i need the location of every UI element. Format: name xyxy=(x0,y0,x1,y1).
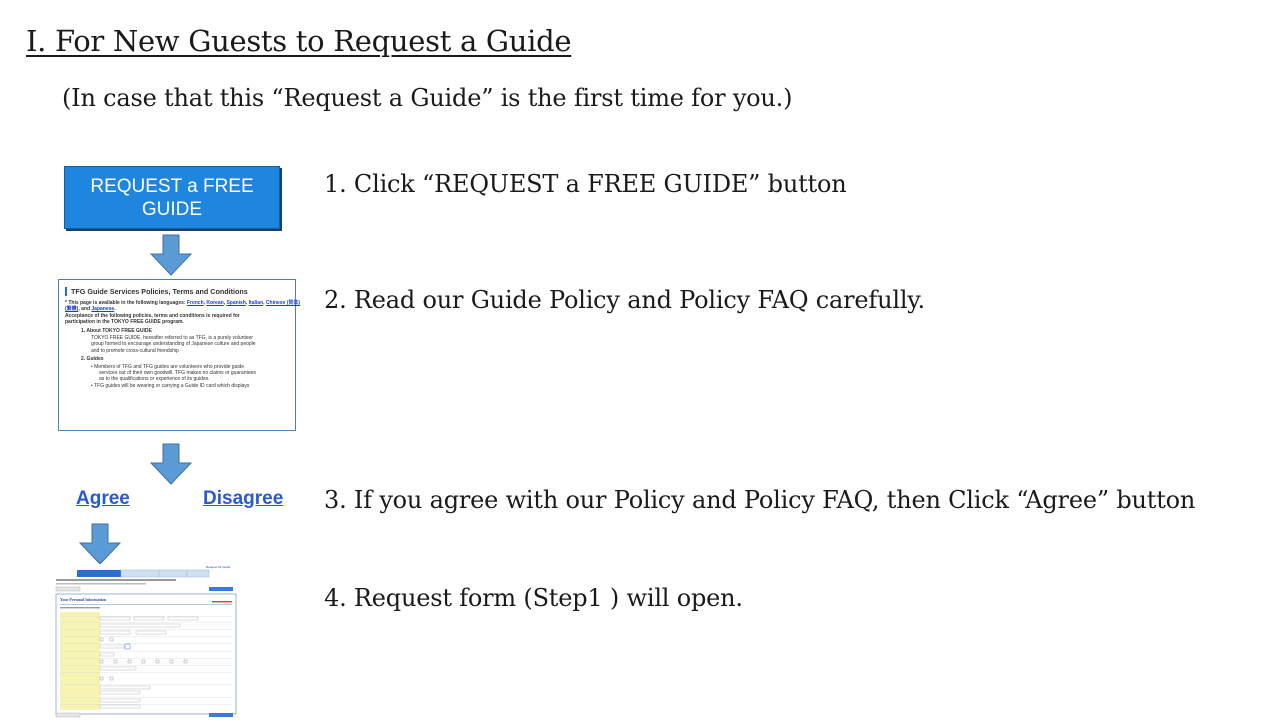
lang-link-chinese-traditional[interactable]: (繁體) xyxy=(65,306,78,312)
policy-accept-line-2: participation in the TOKYO FREE GUIDE program. xyxy=(65,319,289,325)
request-form-thumbnail xyxy=(54,564,239,718)
form-back-button[interactable] xyxy=(56,713,80,717)
disagree-link[interactable]: Disagree xyxy=(203,488,283,510)
step-2-text: 2. Read our Guide Policy and Policy FAQ carefully. xyxy=(324,286,925,314)
policy-section-1-heading: 1. About TOKYO FREE GUIDE xyxy=(65,328,289,334)
lang-link-japanese[interactable]: Japanese xyxy=(91,306,114,312)
step-4-text: 4. Request form (Step1 ) will open. xyxy=(324,584,743,612)
form-section-title: Your Personal Information xyxy=(60,597,107,602)
request-form-preview xyxy=(54,564,239,718)
policy-section-1-text: group formed to encourage understanding of Japanese culture and people xyxy=(65,341,289,347)
policy-section-2-text: services out of their own goodwill. TFG makes no claims or guarantees xyxy=(65,370,289,376)
form-top-link[interactable]: Request for Guide xyxy=(206,565,231,569)
policy-languages-prefix: * This page is available in the following languages: xyxy=(65,300,187,306)
down-arrow-icon xyxy=(151,444,191,484)
policy-section-2-heading: 2. Guides xyxy=(65,356,289,362)
down-arrow-icon xyxy=(80,524,120,564)
form-back-button[interactable] xyxy=(56,587,80,591)
policy-section-2-text: • TFG guides will be wearing or carrying a Guide ID card which displays xyxy=(65,383,289,389)
policy-page-thumbnail xyxy=(58,279,296,431)
lang-link-korean[interactable]: Korean xyxy=(206,300,223,306)
policy-section-1-text: TOKYO FREE GUIDE, hereafter referred to as TFG, is a purely volunteer xyxy=(65,335,289,341)
form-next-button[interactable] xyxy=(209,587,233,591)
lang-link-chinese-simplified[interactable]: Chinese (简体) xyxy=(266,300,300,306)
policy-accept-line-1: Acceptance of the following policies, terms and conditions is required for xyxy=(65,313,289,319)
down-arrow-icon xyxy=(151,235,191,275)
form-next-button[interactable] xyxy=(209,713,233,717)
policy-section-1-text: and to promote cross-cultural friendship xyxy=(65,348,289,354)
lang-link-french[interactable]: French xyxy=(187,300,204,306)
policy-languages-line: * This page is available in the following languages: French, Korean, Spanish, Italian, Chinese (简体) xyxy=(65,300,289,306)
policy-section-2-text: as to the qualifications or experience of its guides. xyxy=(65,376,289,382)
agree-link[interactable]: Agree xyxy=(76,488,130,510)
step-3-text: 3. If you agree with our Policy and Policy FAQ, then Click “Agree” button xyxy=(324,486,1195,514)
request-free-guide-label: REQUEST a FREE GUIDE xyxy=(75,175,269,221)
policy-and-text: , and xyxy=(78,306,91,312)
policy-section-2-text: • Members of TFG and TFG guides are volunteers who provide guide xyxy=(65,364,289,370)
policy-languages-line-2: (繁體), and Japanese. xyxy=(65,306,289,312)
lang-link-italian[interactable]: Italian xyxy=(249,300,263,306)
slide-title: I. For New Guests to Request a Guide xyxy=(26,24,571,58)
request-free-guide-button[interactable] xyxy=(64,166,280,229)
lang-link-spanish[interactable]: Spanish xyxy=(226,300,245,306)
step-1-text: 1. Click “REQUEST a FREE GUIDE” button xyxy=(324,170,847,198)
form-progress-steps xyxy=(77,570,209,577)
form-field-rows xyxy=(60,612,232,710)
slide-subtitle: (In case that this “Request a Guide” is the first time for you.) xyxy=(62,84,792,112)
policy-thumb-title: TFG Guide Services Policies, Terms and Conditions xyxy=(65,287,289,296)
